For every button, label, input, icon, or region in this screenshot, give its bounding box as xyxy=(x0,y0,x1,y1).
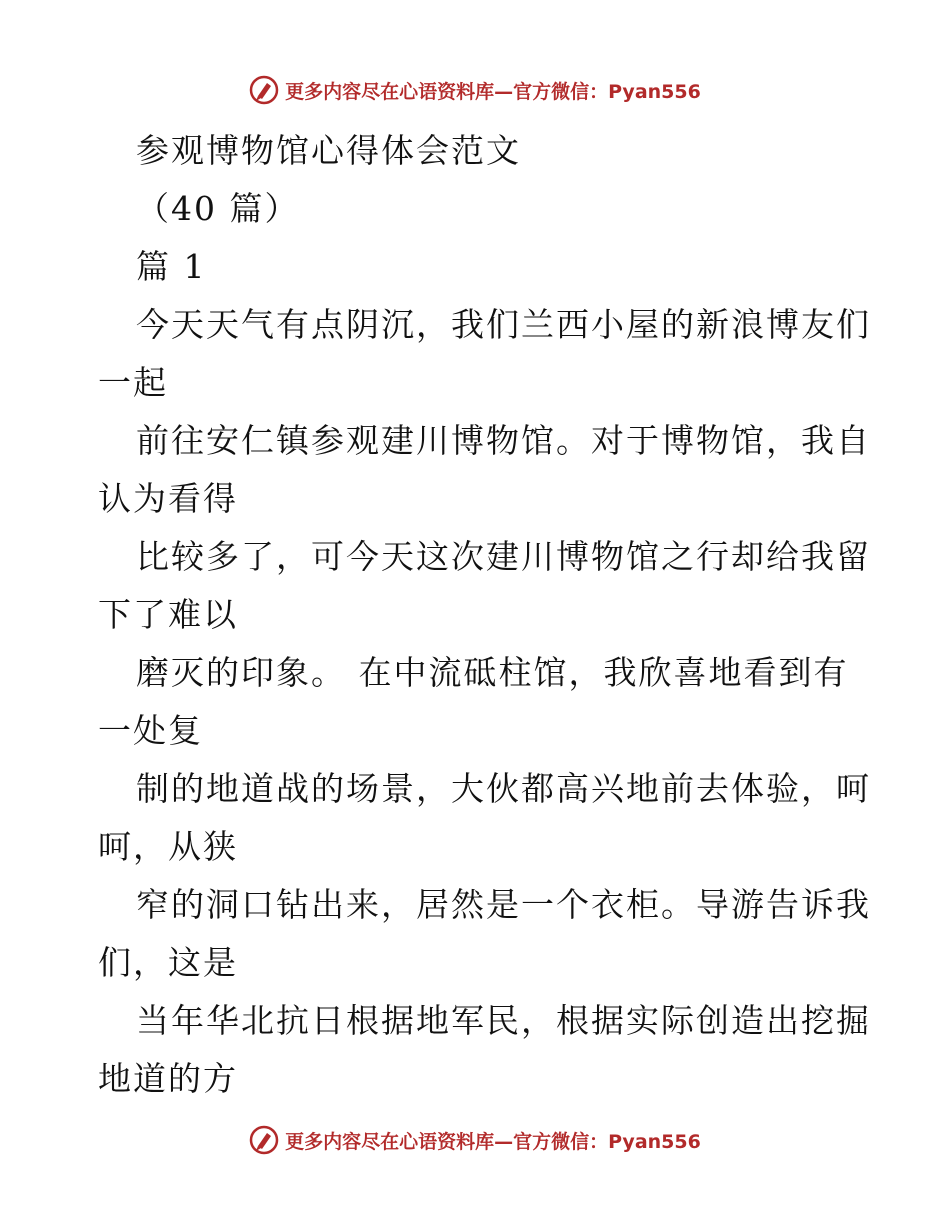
paragraph-line: 认为看得 xyxy=(98,479,238,518)
paragraph-line: 下了难以 xyxy=(98,595,238,634)
header-banner-content xyxy=(249,75,701,105)
section-heading: 篇 1 xyxy=(136,247,207,286)
paragraph-line: 地道的方 xyxy=(98,1059,238,1098)
paragraph-line: 前往安仁镇参观建川博物馆。对于博物馆，我自 xyxy=(136,421,871,460)
pen-nib-logo-icon xyxy=(249,75,279,105)
header-banner-text: 更多内容尽在心语资料库—官方微信：Pyan556 xyxy=(285,80,701,103)
header-banner xyxy=(0,70,950,110)
paragraph-line: 一处复 xyxy=(98,711,203,750)
footer-banner-text: 更多内容尽在心语资料库—官方微信：Pyan556 xyxy=(285,1130,701,1153)
paragraph-line: 磨灭的印象。 在中流砥柱馆，我欣喜地看到有 xyxy=(136,653,849,692)
document-count: （40 篇） xyxy=(136,189,300,228)
paragraph-line: 今天天气有点阴沉，我们兰西小屋的新浪博友们 xyxy=(136,305,871,344)
paragraph-line: 呵，从狭 xyxy=(98,827,238,866)
footer-banner-content xyxy=(249,1125,701,1155)
paragraph-line: 比较多了，可今天这次建川博物馆之行却给我留 xyxy=(136,537,871,576)
document-body xyxy=(98,122,871,1108)
pen-nib-logo-icon xyxy=(249,1125,279,1155)
paragraph-line: 当年华北抗日根据地军民，根据实际创造出挖掘 xyxy=(136,1001,871,1040)
paragraph-line: 制的地道战的场景，大伙都高兴地前去体验，呵 xyxy=(136,769,871,808)
paragraph-line: 们，这是 xyxy=(98,943,238,982)
paragraph-line: 窄的洞口钻出来，居然是一个衣柜。导游告诉我 xyxy=(136,885,871,924)
paragraph-line: 一起 xyxy=(98,363,168,402)
document-title: 参观博物馆心得体会范文 xyxy=(136,131,521,170)
footer-banner xyxy=(0,1120,950,1160)
